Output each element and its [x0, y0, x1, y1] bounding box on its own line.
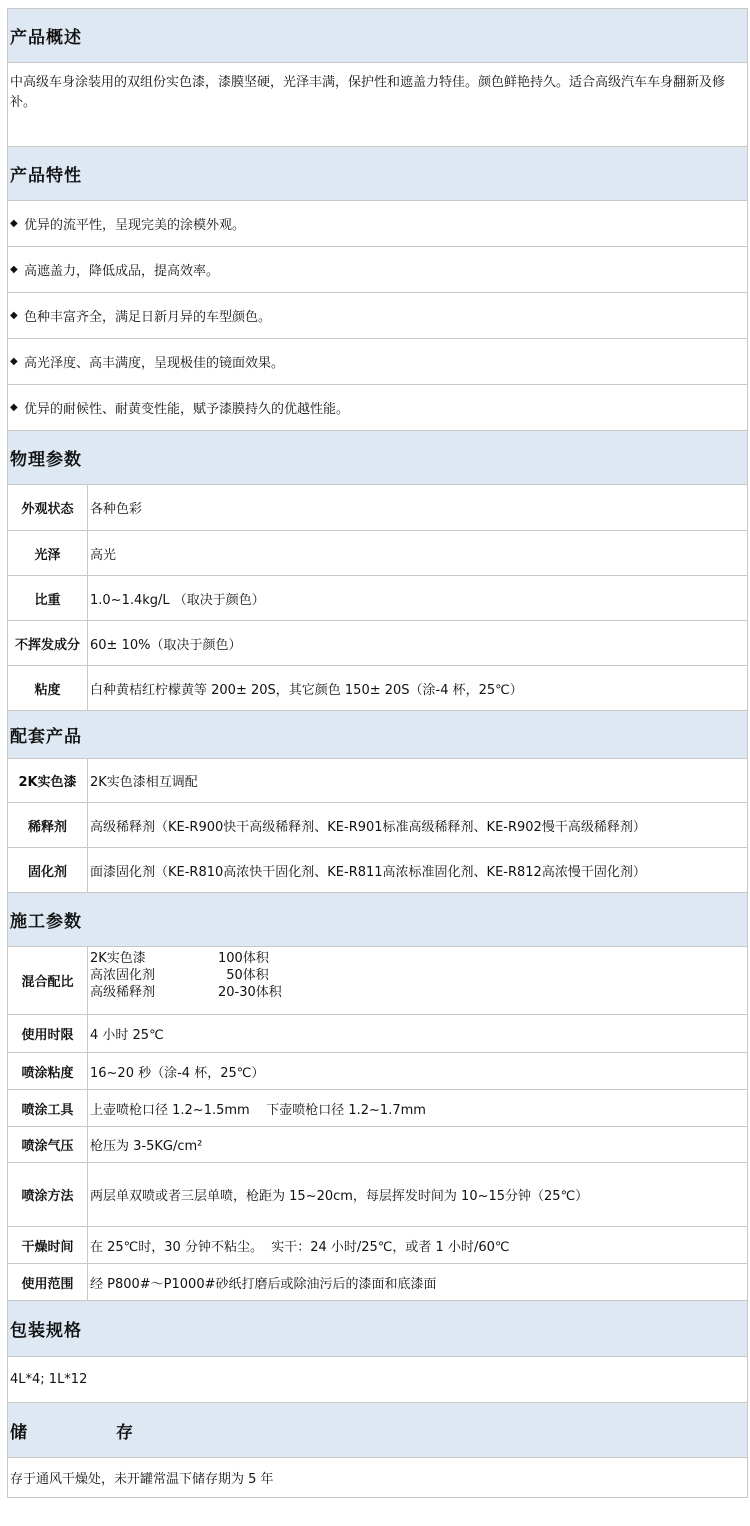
diamond-bullet-icon: ◆ — [10, 402, 18, 413]
row-value: 16~20 秒（涂-4 杯，25℃） — [90, 1065, 265, 1081]
physical-row — [7, 621, 748, 666]
mix-amount: 20-30体积 — [218, 985, 282, 1000]
matching-row — [7, 759, 748, 803]
section-header-overview — [7, 9, 748, 63]
row-value: 1.0~1.4kg/L （取决于颜色） — [90, 592, 265, 608]
application-row — [7, 1227, 748, 1264]
section-header-physical — [7, 431, 748, 485]
storage-title-char: 存 — [116, 1422, 134, 1443]
row-label: 喷涂方法 — [8, 1163, 88, 1226]
diamond-bullet-icon: ◆ — [10, 264, 18, 275]
row-label: 喷涂粘度 — [8, 1053, 88, 1089]
mix-component: 高浓固化剂 — [90, 968, 156, 983]
row-label: 喷涂工具 — [8, 1090, 88, 1126]
row-label: 固化剂 — [8, 848, 88, 892]
physical-row — [7, 531, 748, 576]
row-label: 稀释剂 — [8, 803, 88, 847]
features-title: 产品特性 — [10, 166, 82, 186]
row-label: 使用时限 — [8, 1015, 88, 1052]
application-row — [7, 1163, 748, 1227]
row-value: 各种色彩 — [90, 502, 143, 517]
product-spec-sheet — [7, 8, 748, 1498]
application-row — [7, 1264, 748, 1301]
row-label: 干燥时间 — [8, 1227, 88, 1263]
feature-item: ◆ 高遮盖力，降低成品，提高效率。 — [7, 247, 748, 293]
row-value: 在 25℃时，30 分钟不粘尘。 实干：24 小时/25℃，或者 1 小时/60℃ — [90, 1239, 510, 1255]
matching-row — [7, 848, 748, 893]
storage-text: 存于通风干燥处，未开罐常温下储存期为 5 年 — [7, 1458, 748, 1498]
section-header-matching — [7, 711, 748, 759]
diamond-bullet-icon: ◆ — [10, 218, 18, 229]
section-header-application — [7, 893, 748, 947]
overview-text: 中高级车身涂装用的双组份实色漆，漆膜坚硬，光泽丰满，保护性和遮盖力特佳。颜色鲜艳持久。适合高级汽车车身翻新及修补。 — [7, 63, 748, 147]
row-value: 高光 — [90, 547, 117, 563]
matching-title: 配套产品 — [10, 727, 82, 747]
physical-title: 物理参数 — [10, 450, 82, 470]
row-value: 白种黄桔红柠檬黄等 200± 20S，其它颜色 150± 20S（涂-4 杯，25℃） — [90, 682, 523, 698]
row-label: 光泽 — [8, 531, 88, 575]
packaging-title: 包装规格 — [10, 1321, 82, 1341]
matching-row — [7, 803, 748, 848]
row-value: 4 小时 25℃ — [90, 1028, 164, 1043]
packaging-text: 4L*4; 1L*12 — [7, 1357, 748, 1403]
row-value: 枪压为 3-5KG/cm² — [90, 1139, 203, 1154]
application-row — [7, 1053, 748, 1090]
application-title: 施工参数 — [10, 912, 82, 932]
row-label: 2K实色漆 — [8, 759, 88, 802]
row-value: 经 P800#～P1000#砂纸打磨后或除油污后的漆面和底漆面 — [90, 1276, 437, 1292]
mix-amount: 100体积 — [218, 951, 269, 966]
diamond-bullet-icon: ◆ — [10, 310, 18, 321]
mix-component: 高级稀释剂 — [90, 985, 156, 1000]
mix-ratio-list — [90, 947, 282, 1001]
feature-item: ◆ 优异的流平性，呈现完美的涂模外观。 — [7, 201, 748, 247]
row-value: 60± 10%（取决于颜色） — [90, 637, 242, 653]
mix-ratio-row — [7, 947, 748, 1015]
row-label: 使用范围 — [8, 1264, 88, 1300]
row-label: 不挥发成分 — [8, 621, 88, 665]
row-value: 上壶喷枪口径 1.2~1.5mm 下壶喷枪口径 1.2~1.7mm — [90, 1102, 426, 1118]
row-value: 面漆固化剂（KE-R810高浓快干固化剂、KE-R811高浓标准固化剂、KE-R812高浓慢干固化剂） — [90, 864, 646, 880]
physical-row — [7, 576, 748, 621]
physical-row — [7, 666, 748, 711]
feature-item: ◆ 优异的耐候性、耐黄变性能，赋予漆膜持久的优越性能。 — [7, 385, 748, 431]
physical-row — [7, 485, 748, 531]
diamond-bullet-icon: ◆ — [10, 356, 18, 367]
application-row — [7, 1015, 748, 1053]
overview-title: 产品概述 — [10, 28, 82, 48]
row-label: 喷涂气压 — [8, 1127, 88, 1162]
section-header-storage — [7, 1403, 748, 1458]
row-value: 2K实色漆相互调配 — [90, 775, 198, 790]
row-label: 粘度 — [8, 666, 88, 710]
application-row — [7, 1127, 748, 1163]
storage-title-char: 储 — [10, 1422, 28, 1443]
row-label: 混合配比 — [8, 947, 88, 1014]
row-value: 两层单双喷或者三层单喷，枪距为 15~20cm，每层挥发时间为 10~15分钟（25℃） — [90, 1189, 589, 1204]
feature-item: ◆ 高光泽度、高丰满度，呈现极佳的镜面效果。 — [7, 339, 748, 385]
feature-item: ◆ 色种丰富齐全，满足日新月异的车型颜色。 — [7, 293, 748, 339]
mix-component: 2K实色漆 — [90, 951, 146, 966]
row-value: 高级稀释剂（KE-R900快干高级稀释剂、KE-R901标准高级稀释剂、KE-R902慢干高级稀释剂） — [90, 819, 646, 835]
row-label: 外观状态 — [8, 485, 88, 530]
section-header-packaging — [7, 1301, 748, 1357]
application-row — [7, 1090, 748, 1127]
section-header-features — [7, 147, 748, 201]
mix-amount: 50体积 — [218, 968, 269, 983]
row-label: 比重 — [8, 576, 88, 620]
